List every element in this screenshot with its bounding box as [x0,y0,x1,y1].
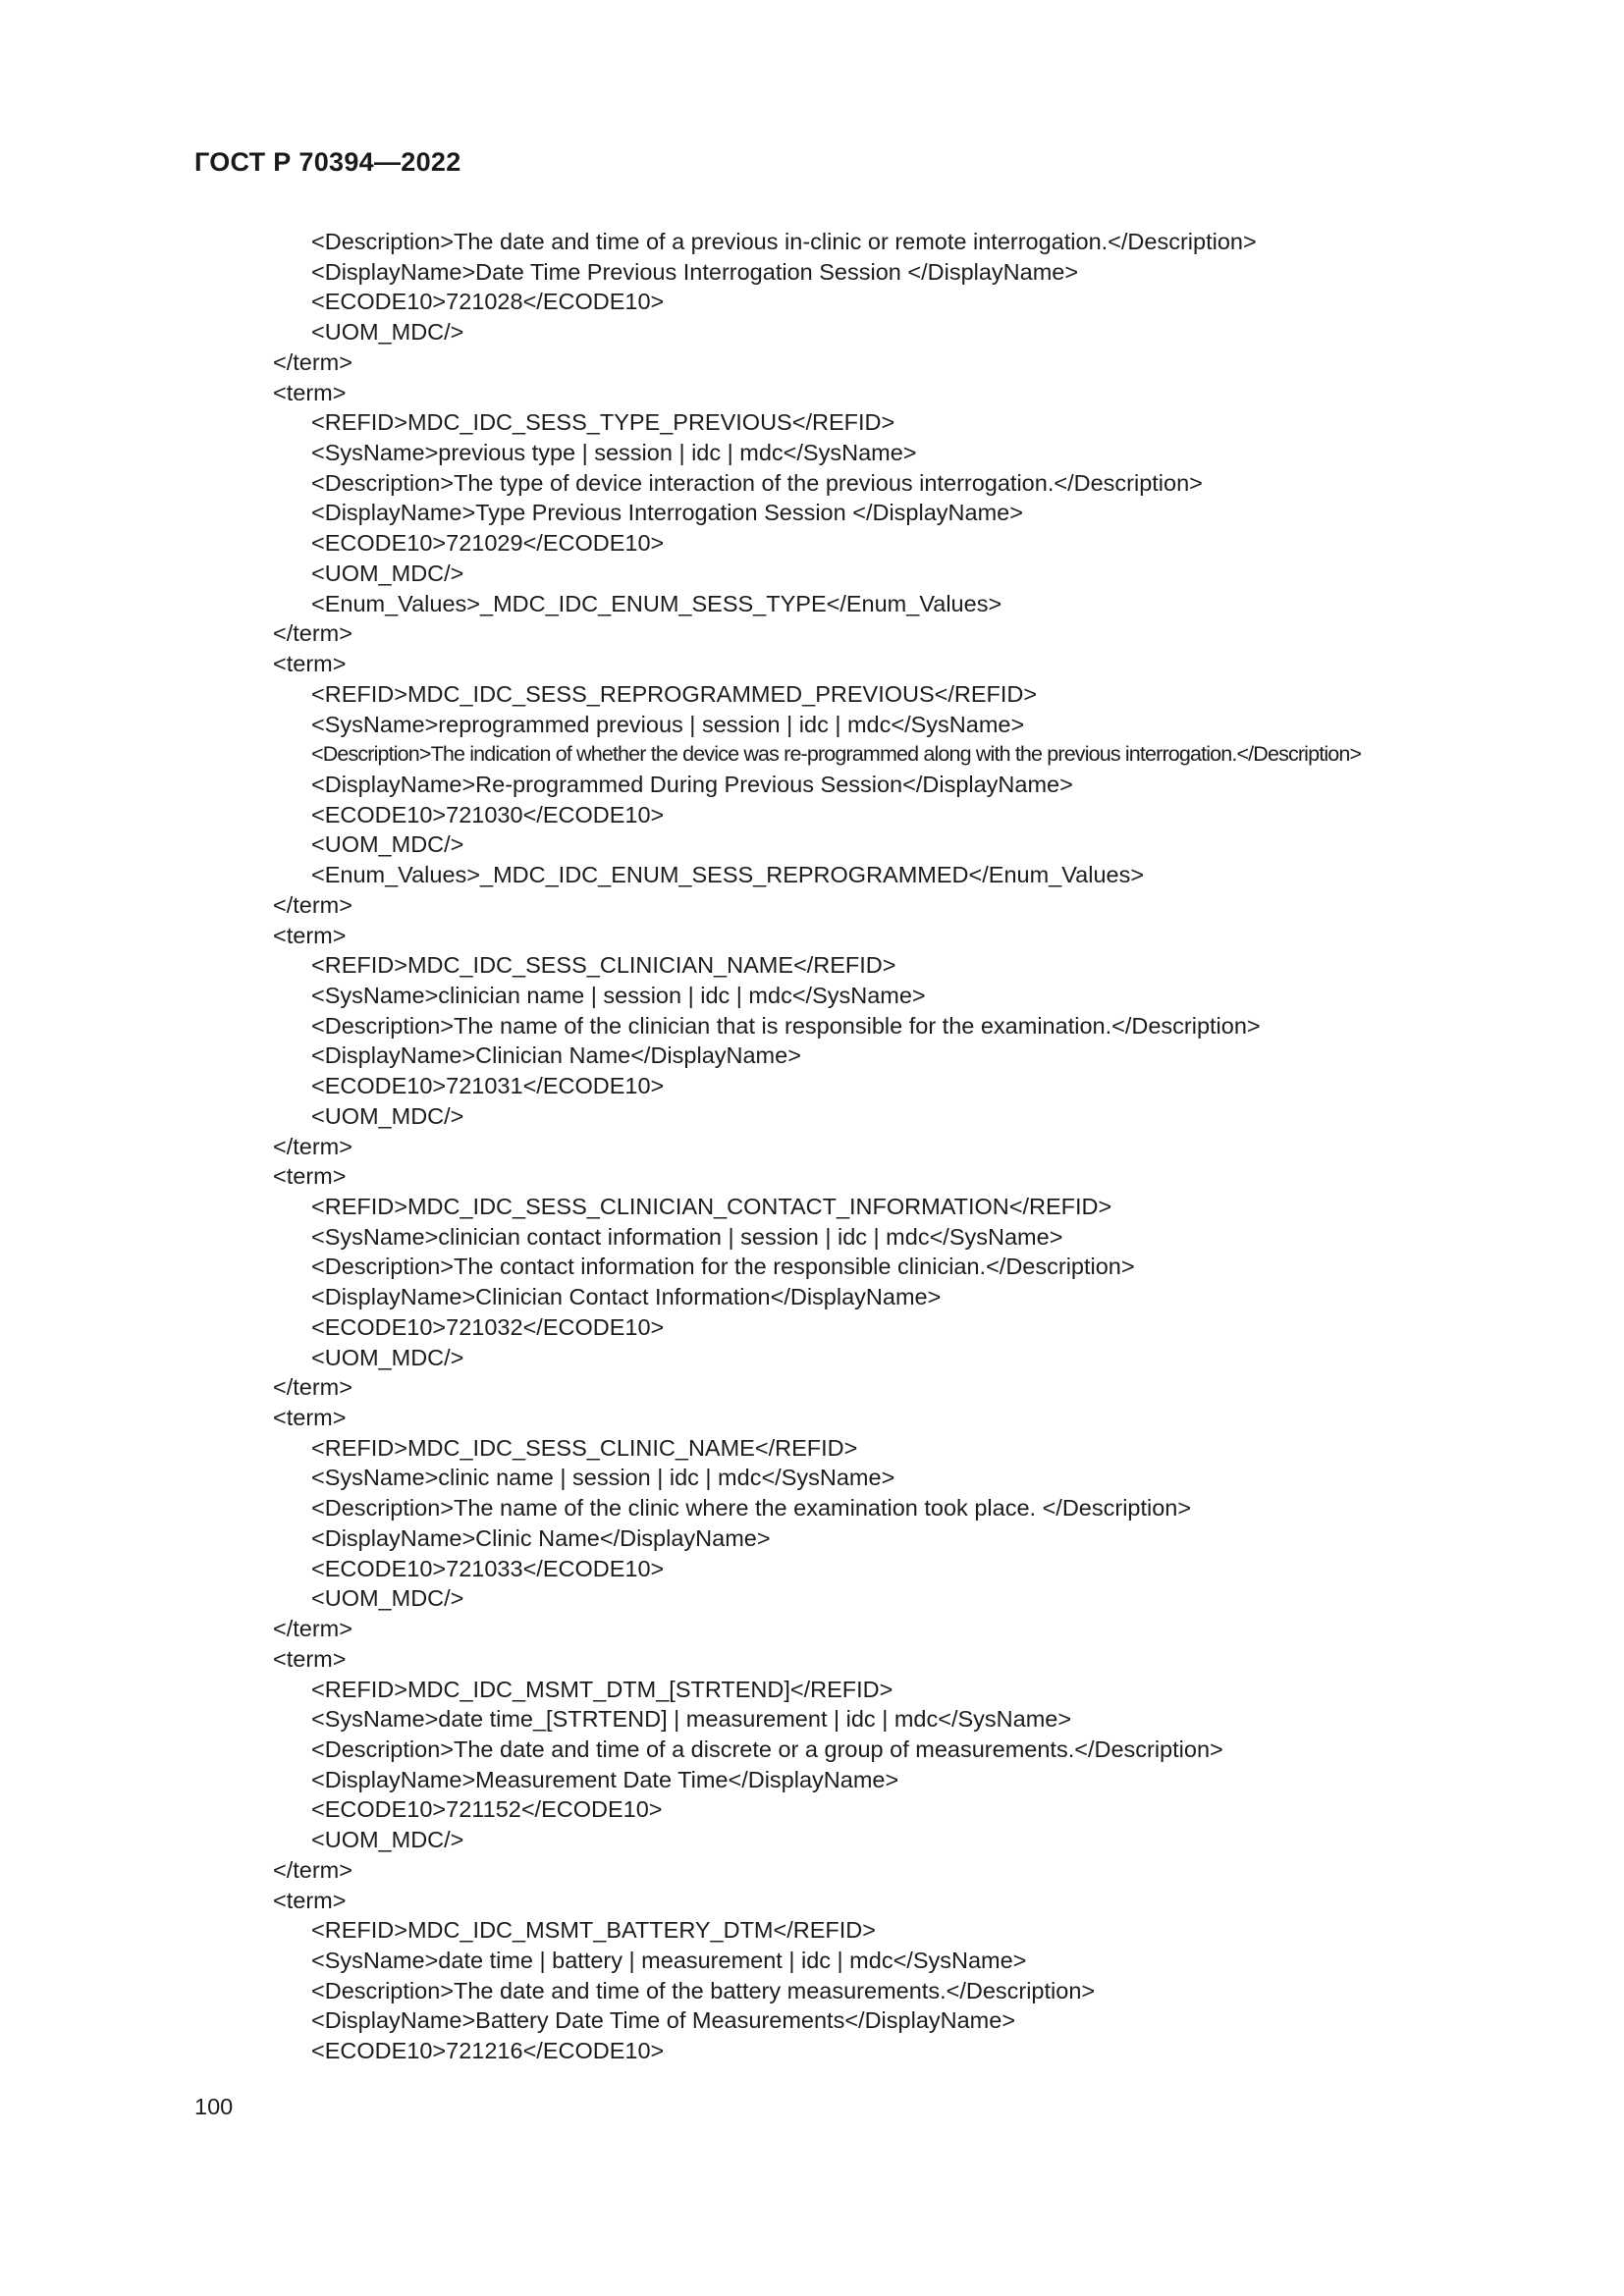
xml-line: <term> [273,1887,347,1913]
xml-line: <Description>The date and time of a discrete or a group of measurements.</Description> [311,1735,1223,1762]
xml-line: <ECODE10>721033</ECODE10> [311,1555,665,1581]
xml-line: <term> [273,1163,347,1190]
xml-line: <UOM_MDC/> [311,319,464,346]
xml-line: <SysName>clinic name | session | idc | mdc</SysName> [311,1465,895,1491]
xml-line: <DisplayName>Type Previous Interrogation Session </DisplayName> [311,500,1023,526]
xml-line: <SysName>clinician contact information | session | idc | mdc</SysName> [311,1223,1063,1250]
xml-line: <DisplayName>Measurement Date Time</DisplayName> [311,1766,899,1792]
xml-line: </term> [273,348,352,375]
xml-line: <UOM_MDC/> [311,831,464,858]
xml-line: </term> [273,1856,352,1883]
xml-line: <ECODE10>721152</ECODE10> [311,1796,663,1823]
xml-line: <Description>The name of the clinic where the examination took place. </Description> [311,1495,1192,1522]
xml-line: <UOM_MDC/> [311,1585,464,1612]
xml-line: <Description>The contact information for the responsible clinician.</Description> [311,1254,1135,1280]
xml-line: <term> [273,922,347,948]
document-header: ГОСТ Р 70394—2022 [194,147,461,177]
xml-line: <term> [273,1645,347,1672]
xml-line: <UOM_MDC/> [311,1102,464,1129]
xml-line: <DisplayName>Clinic Name</DisplayName> [311,1524,771,1551]
xml-line: <UOM_MDC/> [311,560,464,586]
xml-line: <REFID>MDC_IDC_SESS_TYPE_PREVIOUS</REFID> [311,409,895,436]
xml-line: <Description>The indication of whether the device was re-programmed along with the previous interrogation.</Description> [311,742,1362,767]
xml-line: <term> [273,1405,347,1431]
xml-line: <SysName>date time_[STRTEND] | measurement | idc | mdc</SysName> [311,1706,1072,1733]
xml-line: <UOM_MDC/> [311,1344,464,1370]
xml-line: <ECODE10>721032</ECODE10> [311,1313,665,1340]
xml-line: <DisplayName>Date Time Previous Interrogation Session </DisplayName> [311,258,1079,285]
page-number: 100 [194,2094,234,2119]
xml-line: </term> [273,1133,352,1159]
xml-line: <REFID>MDC_IDC_MSMT_BATTERY_DTM</REFID> [311,1917,876,1944]
xml-line: <REFID>MDC_IDC_SESS_CLINIC_NAME</REFID> [311,1434,858,1461]
xml-line: <DisplayName>Clinician Name</DisplayName> [311,1042,801,1069]
xml-line: <ECODE10>721029</ECODE10> [311,530,665,557]
xml-line: </term> [273,1616,352,1642]
xml-line: <SysName>clinician name | session | idc | mdc</SysName> [311,982,926,1008]
xml-line: <ECODE10>721216</ECODE10> [311,2038,665,2064]
xml-line: <DisplayName>Battery Date Time of Measurements</DisplayName> [311,2007,1016,2034]
xml-line: <Enum_Values>_MDC_IDC_ENUM_SESS_TYPE</Enum_Values> [311,590,1002,616]
xml-line: <SysName>reprogrammed previous | session | idc | mdc</SysName> [311,711,1025,737]
xml-line: <Description>The date and time of a previous in-clinic or remote interrogation.</Description> [311,229,1257,254]
xml-line: </term> [273,620,352,647]
xml-listing [0,227,1624,2066]
xml-line: <Enum_Values>_MDC_IDC_ENUM_SESS_REPROGRAMMED</Enum_Values> [311,862,1145,888]
xml-line: <REFID>MDC_IDC_SESS_REPROGRAMMED_PREVIOUS</REFID> [311,680,1038,707]
xml-line: <Description>The date and time of the battery measurements.</Description> [311,1977,1096,2003]
xml-line: <REFID>MDC_IDC_SESS_CLINICIAN_NAME</REFID> [311,952,896,979]
xml-line: <REFID>MDC_IDC_SESS_CLINICIAN_CONTACT_INFORMATION</REFID> [311,1194,1112,1219]
xml-line: <ECODE10>721028</ECODE10> [311,289,665,315]
xml-line: <REFID>MDC_IDC_MSMT_DTM_[STRTEND]</REFID> [311,1676,893,1702]
xml-line: <Description>The type of device interaction of the previous interrogation.</Description> [311,469,1203,496]
xml-line: <term> [273,379,347,405]
xml-line: </term> [273,1374,352,1401]
xml-line: <ECODE10>721030</ECODE10> [311,801,665,828]
xml-line: <DisplayName>Clinician Contact Information</DisplayName> [311,1284,942,1310]
xml-line: <Description>The name of the clinician that is responsible for the examination.</Description> [311,1012,1261,1039]
xml-line: </term> [273,891,352,918]
xml-line: <UOM_MDC/> [311,1827,464,1853]
xml-line: <SysName>date time | battery | measurement | idc | mdc</SysName> [311,1947,1027,1973]
xml-line: <DisplayName>Re-programmed During Previous Session</DisplayName> [311,771,1073,797]
xml-line: <ECODE10>721031</ECODE10> [311,1073,665,1099]
xml-line: <term> [273,651,347,677]
xml-line: <SysName>previous type | session | idc | mdc</SysName> [311,440,917,466]
